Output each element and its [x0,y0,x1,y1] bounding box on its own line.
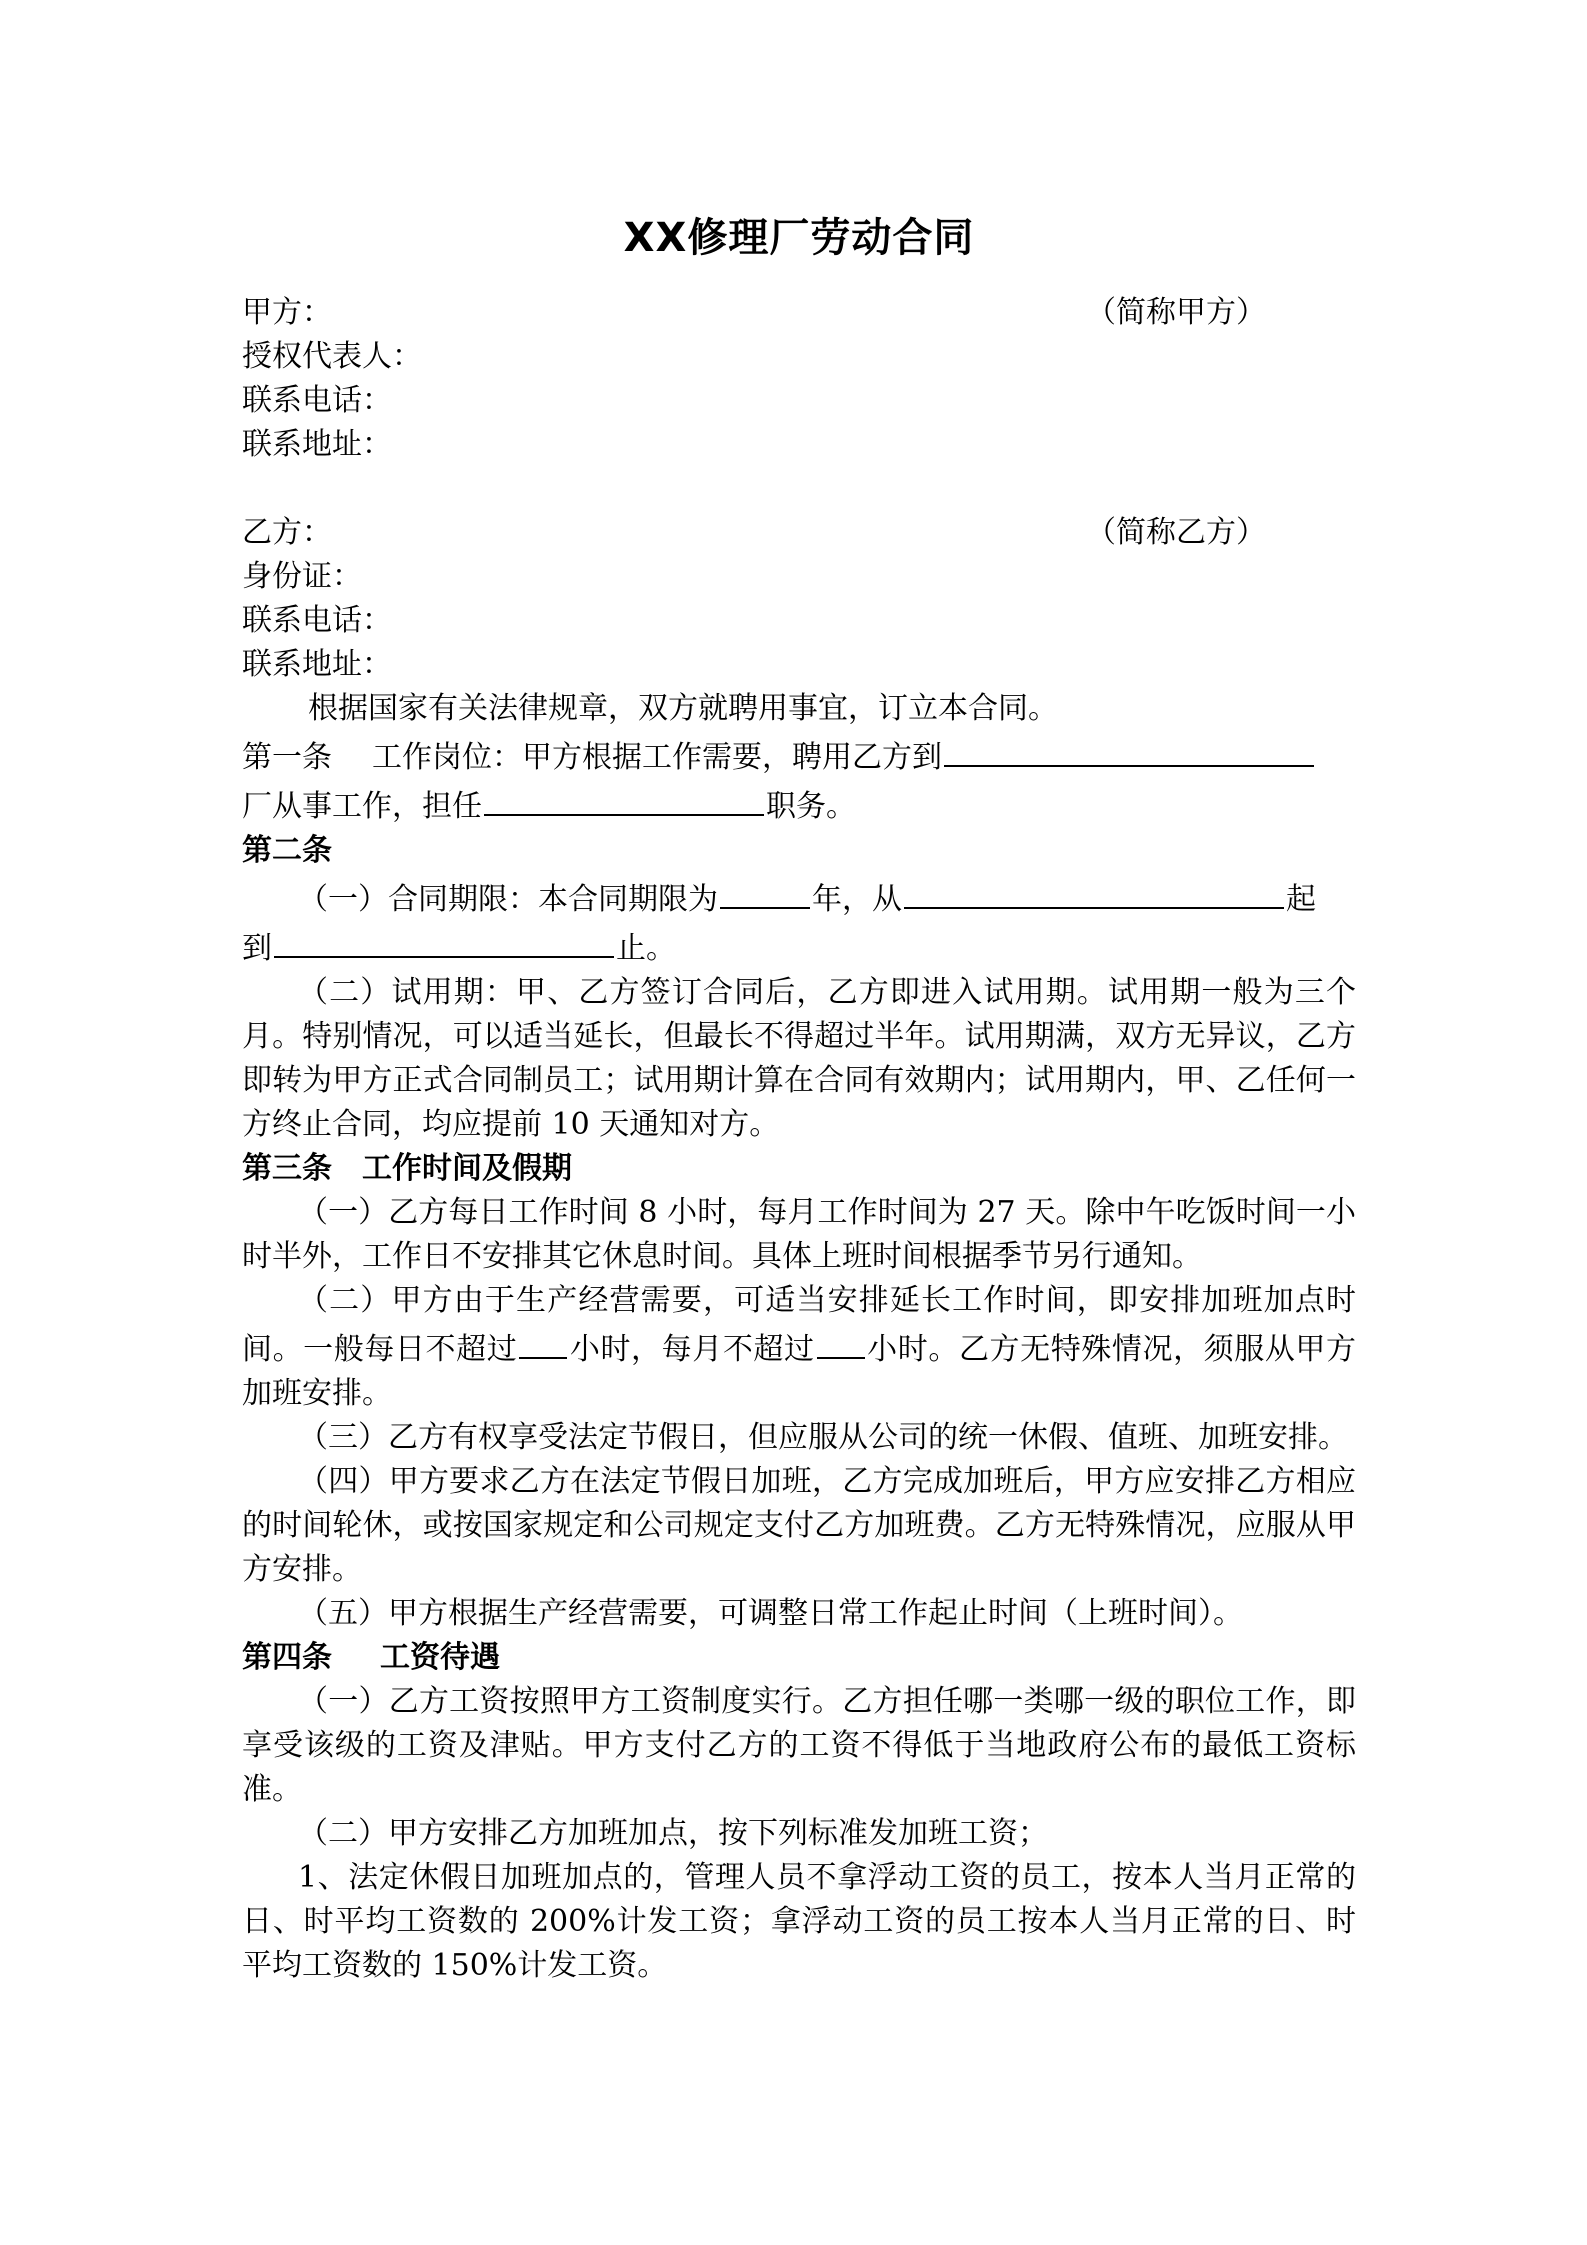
article-2-p1-text-c: 起 [1286,882,1316,917]
article-2-p1-text-e: 止。 [616,931,676,966]
article-2-p1-text-d: 到 [242,931,272,966]
article-3-p5: （五）甲方根据生产经营需要，可调整日常工作起止时间（上班时间）。 [298,1596,1243,1631]
article-4-heading: 第四条 [242,1640,332,1675]
party-a-rep: 授权代表人： [242,339,422,374]
article-1-text-c: 职务。 [766,789,856,824]
article-2-p1-cont [242,922,1356,971]
party-b-abbr: （简称乙方） [1086,515,1266,550]
article-4-heading-line [242,1636,1356,1680]
article-3-p2-text-c: 小时。乙方无特殊情况，须服从甲方加班安排。 [242,1332,1357,1411]
article-3-p3: （三）乙方有权享受法定节假日，但应服从公司的统一休假、值班、加班安排。 [298,1420,1348,1455]
article-3-heading: 第三条 [242,1151,332,1186]
article-1-text-b: 厂从事工作，担任 [242,789,482,824]
party-b-id: 身份证： [242,559,362,594]
article-2-heading: 第二条 [242,833,332,868]
position-blank [484,780,764,816]
workshop-blank [944,731,1314,767]
end-date-blank [274,922,614,958]
article-3-heading-line [242,1147,1356,1191]
article-1 [242,731,1356,829]
monthly-hours-blank [817,1323,865,1359]
article-3-heading-title: 工作时间及假期 [362,1151,572,1186]
party-b-phone: 联系电话： [242,603,392,638]
article-3-p2-text-b: 小时，每月不超过 [569,1332,815,1367]
article-3-p2-text-a: （二）甲方由于生产经营需要，可适当安排延长工作时间，即安排加班加点时间。一般每日不超过 [242,1283,1356,1367]
party-b-address: 联系地址： [242,647,392,682]
spacer [242,467,1356,511]
article-2-p2: （二）试用期：甲、乙方签订合同后，乙方即进入试用期。试用期一般为三个月。特别情况，可以适当延长，但最长不得超过半年。试用期满，双方无异议，乙方即转为甲方正式合同制员工；试用期计算在合同有效期内；试用期内，甲、乙任何一方终止合同，均应提前 10 天通知对方。 [242,975,1356,1142]
term-years-blank [720,873,810,909]
article-2-p1-text-b: 年，从 [812,882,902,917]
daily-hours-blank [519,1323,567,1359]
article-2-p1-text-a: （一）合同期限：本合同期限为 [298,882,718,917]
party-a-abbr: （简称甲方） [1086,295,1266,330]
article-4-p3: 1、法定休假日加班加点的，管理人员不拿浮动工资的员工，按本人当月正常的日、时平均工资数的 200%计发工资；拿浮动工资的员工按本人当月正常的日、时平均工资数的 150%计发工资。 [242,1860,1356,1983]
article-4-p1: （一）乙方工资按照甲方工资制度实行。乙方担任哪一类哪一级的职位工作，即享受该级的工资及津贴。甲方支付乙方的工资不得低于当地政府公布的最低工资标准。 [242,1684,1356,1807]
party-a-line [242,291,1356,335]
party-a-phone: 联系电话： [242,383,392,418]
article-1-text-a: 工作岗位：甲方根据工作需要，聘用乙方到 [372,740,942,775]
party-b-label: 乙方： [242,515,332,550]
article-3-p2 [242,1279,1356,1416]
party-a-address: 联系地址： [242,427,392,462]
article-4-heading-title: 工资待遇 [380,1640,500,1675]
document-title: XX修理厂劳动合同 [623,215,975,261]
start-date-blank [904,873,1284,909]
article-3-p4: （四）甲方要求乙方在法定节假日加班，乙方完成加班后，甲方应安排乙方相应的时间轮休，或按国家规定和公司规定支付乙方加班费。乙方无特殊情况，应服从甲方安排。 [242,1464,1356,1587]
document-content [242,206,1356,1988]
article-2-p1 [242,873,1356,922]
article-3-p1: （一）乙方每日工作时间 8 小时，每月工作时间为 27 天。除中午吃饭时间一小时半外，工作日不安排其它休息时间。具体上班时间根据季节另行通知。 [242,1195,1356,1274]
party-a-label: 甲方： [242,295,332,330]
intro-paragraph: 根据国家有关法律规章，双方就聘用事宜，订立本合同。 [308,691,1058,726]
article-1-heading: 第一条 [242,740,332,775]
article-4-p2: （二）甲方安排乙方加班加点，按下列标准发加班工资； [298,1816,1048,1851]
party-b-line [242,511,1356,555]
